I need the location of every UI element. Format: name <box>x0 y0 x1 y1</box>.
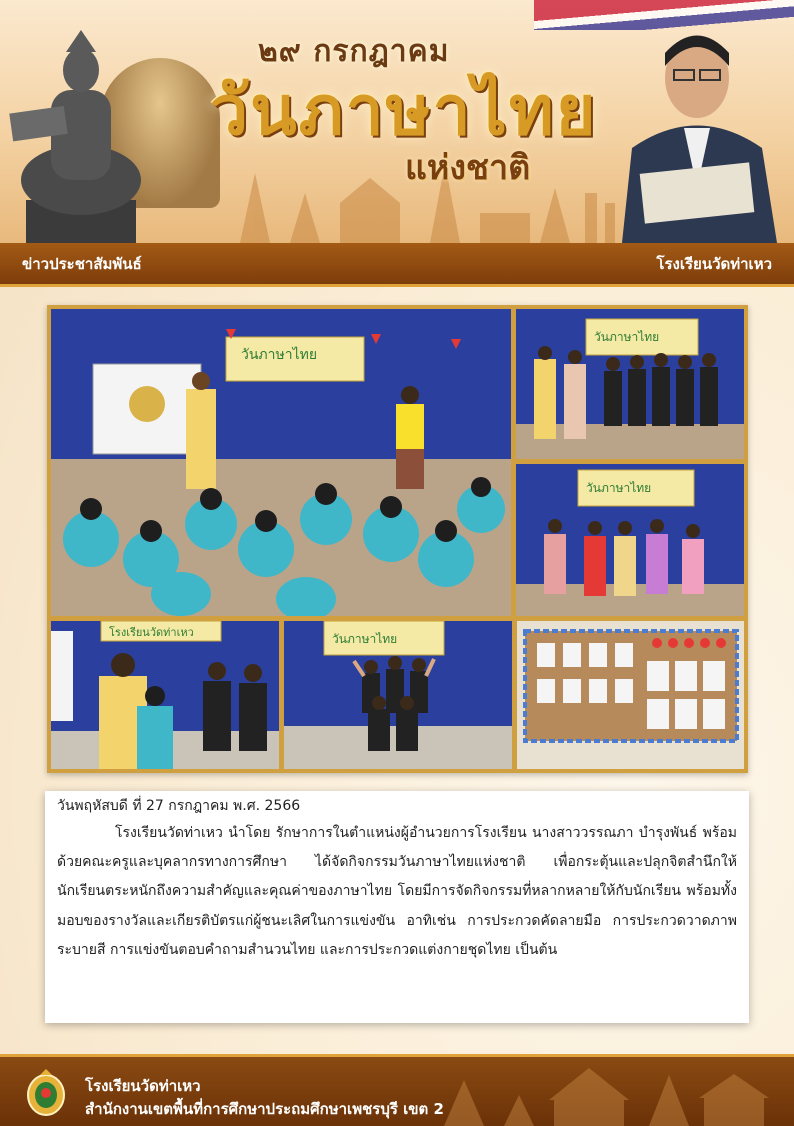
section-header-bar <box>0 243 794 287</box>
news-label: ข่าวประชาสัมพันธ์ <box>22 254 142 273</box>
article-box <box>45 791 749 1023</box>
banner-date: ๒๙ กรกฎาคม <box>258 34 450 69</box>
teacher-student-photo <box>51 621 279 769</box>
banner-subtitle: แห่งชาติ <box>405 148 531 188</box>
king-portrait-image <box>612 8 782 243</box>
school-emblem-icon <box>26 1069 66 1117</box>
footer-office-name: สำนักงานเขตพื้นที่การศึกษาประถมศึกษาเพชรบุรี เขต 2 <box>85 1100 444 1118</box>
temple-skyline-decoration <box>434 1060 794 1126</box>
article-body: โรงเรียนวัดท่าเหว นำโดย รักษาการในตำแหน่งผู้อำนวยการโรงเรียน นางสาววรรณภา บำรุงพันธ์ พร้อมด้วยคณะครูและบุคลากรทางการศึกษา ได้จัดกิจกรรมวันภาษาไทยแห่งชาติ เพื่อกระตุ้นและปลุกจิตสำนึกให้นักเรียนตระหนักถึงความสำคัญและคุณค่าของภาษาไทย โดยมีการจัดกิจกรรมที่หลากหลายให้กับนักเรียน พร้อมทั้งมอบของรางวัลและเกียรติบัตรแก่ผู้ชนะเลิศในการแข่งขัน อาทิเช่น การประกวดคัดลายมือ การประกวดวาดภาพระบายสี การแข่งขันตอบคำถามสำนวนไทย และการประกวดแต่งกายชุดไทย เป็นต้น <box>57 825 737 958</box>
photo-banner-text: วันภาษาไทย <box>594 330 660 344</box>
school-label: โรงเรียนวัดท่าเหว <box>656 254 772 273</box>
photo-banner-text: วันภาษาไทย <box>241 347 318 363</box>
award-giving-photo <box>516 309 744 459</box>
header-banner <box>0 0 794 243</box>
thai-costume-photo <box>516 464 744 616</box>
page-footer <box>0 1054 794 1126</box>
photo-banner-text: วันภาษาไทย <box>586 481 652 495</box>
king-statue-image <box>6 30 156 243</box>
photo-banner-text: โรงเรียนวัดท่าเหว <box>109 626 194 639</box>
photo-collage <box>47 305 748 773</box>
article-date: วันพฤหัสบดี ที่ 27 กรกฎาคม พ.ศ. 2566 <box>57 798 301 814</box>
board-display-photo <box>517 621 744 769</box>
banner-title: วันภาษาไทย <box>210 72 598 151</box>
photo-banner-text: วันภาษาไทย <box>332 632 398 646</box>
group-pose-photo <box>284 621 512 769</box>
students-seated-photo <box>51 309 511 616</box>
footer-school-name: โรงเรียนวัดท่าเหว <box>85 1077 201 1095</box>
